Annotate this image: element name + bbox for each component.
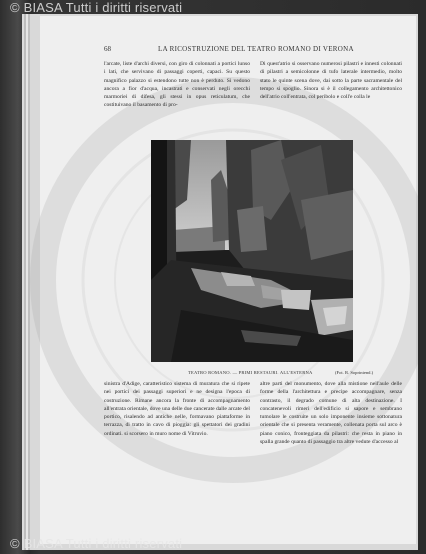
running-title: LA RICOSTRUZIONE DEL TEATRO ROMANO DI VERONA xyxy=(158,45,354,53)
page-number: 68 xyxy=(104,45,111,53)
paragraph: sinistra d'Adige, caratteristico sistema di muratura che si ripete nei portici dei passaggi superiori e ne designa l'epoca di costruzione. Rimane ancora la fronte di accompagnamento all'entrata orientale, dove una delle due cancerate dalle arcate del portico, risalendo ad antiche nelle, formavano piattaforme in terrazza, di tratto in cavo di pioggia: gli spettatori dei gradini ordinati. si scorsero in muro nome di Vitruvio. xyxy=(104,381,250,437)
text-column-top-right xyxy=(260,60,402,126)
caption-text: TEATRO ROMANO. — PRIMI RESTAURI. ALL'ESTERNA xyxy=(188,370,313,375)
text-column-bottom-left xyxy=(104,380,250,500)
photo-roman-theatre-ruins xyxy=(151,140,353,362)
photo-credit: (Fot. R. Soprintend.) xyxy=(335,370,374,375)
watermark-top: © BIASA Tutti i diritti riservati xyxy=(10,0,183,15)
text-column-bottom-right xyxy=(260,380,402,500)
text-column-top-left xyxy=(104,60,250,126)
page-header xyxy=(104,45,384,57)
paragraph: altre parti del monumento, dove alla mistione nell'aule delle forme della l'architettura e precipe accompagnare, senza contrasto, il degrado comune di alta destinazione. I concatenevoli rimerì dell'edificio si sapore e sembrano tumolare le costruite un solo imponente insieme sottonatura orientale che si presenta veramente, collenata porta sul arco è piano conico, fronteggiata da pilastri: che resta in piano in spalla grande quanto di passaggio tra altre vedute d'accesso al xyxy=(260,381,402,446)
photo-caption xyxy=(188,370,408,380)
paragraph: Di quest'atrio si osservano numerosi pilastri e innesti colonnati di pilastri a semicolonne di tufo laterale intermedio, molto stato le quinte scena dove, dai sotto la parte sacramentale del tempo si spoglio. Sinora si è il collegamento architettonico dell'atrio coll'entrata, col peribolo e coll'e colla le xyxy=(260,61,402,101)
watermark-bottom: © BIASA Tutti i diritti riservati xyxy=(10,536,183,551)
paragraph: l'arcate, liste d'archi diversi, con giro di colonnati a portici lunso i lati, che servivano di passaggi coperti, capaci. Su questo magnifico palazzo si estendono tutte non è perduto. Si vedono ancora a fior d'acqua, incastrati e conservati negli orecchi marmoriei di difesa, gli stessi in opus reticulatum, che costituivano il basamento di pro- xyxy=(104,61,250,109)
